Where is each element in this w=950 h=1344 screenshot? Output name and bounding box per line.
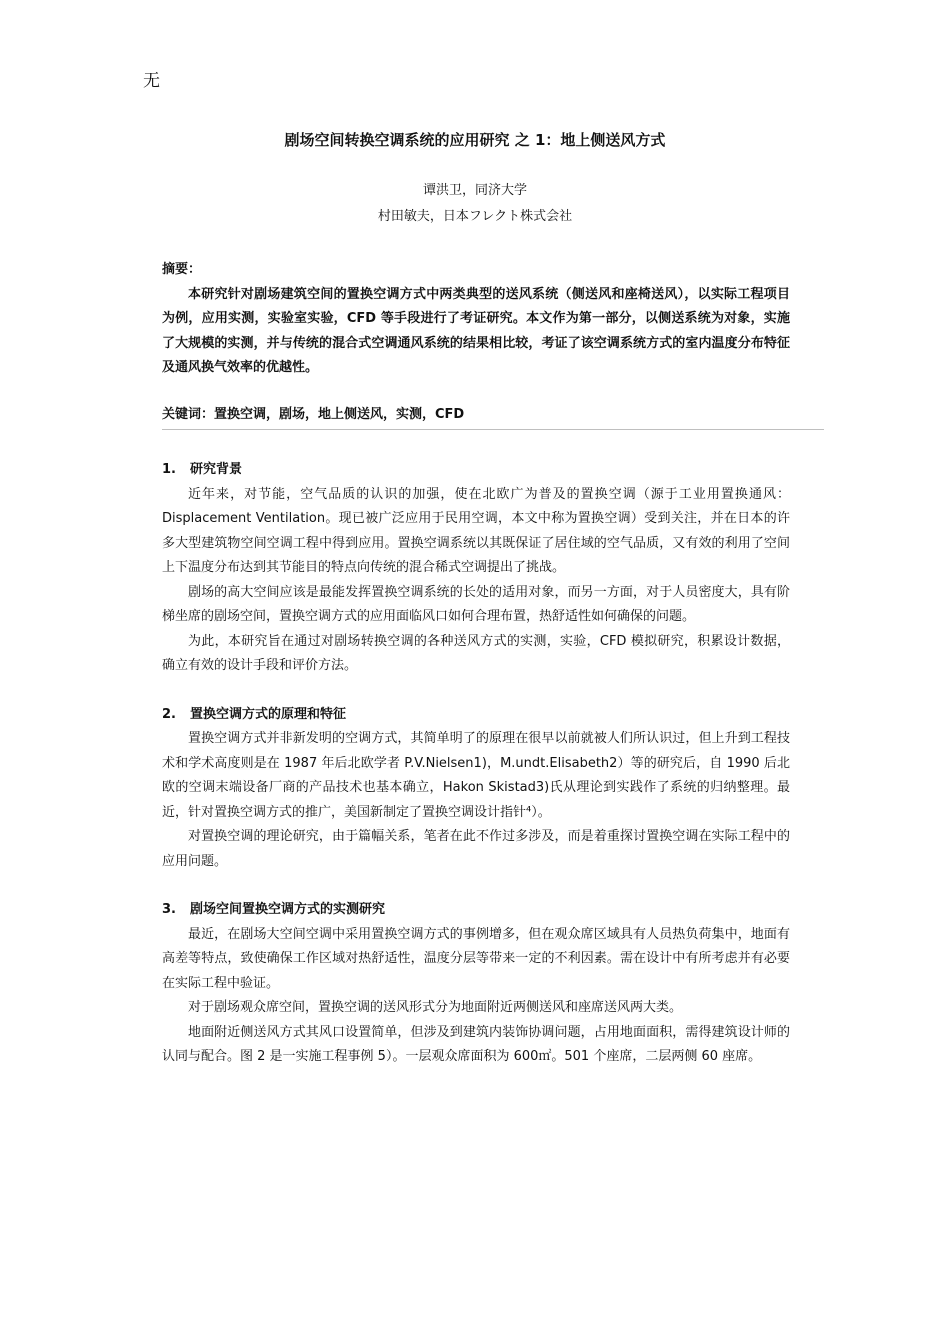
section-number: 1. <box>162 462 176 477</box>
section-heading <box>162 898 790 923</box>
page-title: 剧场空间转换空调系统的应用研究 之 1：地上侧送风方式 <box>284 131 666 149</box>
abstract-label: 摘要： <box>162 262 202 277</box>
section-number: 3. <box>162 902 176 917</box>
paragraph: 为此，本研究旨在通过对剧场转换空调的各种送风方式的实测，实验，CFD 模拟研究，积累设计数据，确立有效的设计手段和评价方法。 <box>162 633 790 673</box>
abstract-text: 本研究针对剧场建筑空间的置换空调方式中两类典型的送风系统（侧送风和座椅送风），以实际工程项目为例，应用实测，实验室实验，CFD 等手段进行了考证研究。本文作为第一部分，以侧送系统为对象，实施了大规模的实测，并与传统的混合式空调通风系统的结果相比较，考证了该空调系统方式的室内温度分布特征及通风换气效率的优越性。 <box>162 286 790 375</box>
keywords: 关键词：置换空调，剧场，地上侧送风，实测，CFD <box>162 406 465 422</box>
section-field-measurement <box>162 898 790 1070</box>
paragraph: 对置换空调的理论研究，由于篇幅关系，笔者在此不作过多涉及，而是着重探讨置换空调在实际工程中的应用问题。 <box>162 829 790 869</box>
divider <box>162 429 824 430</box>
section-research-background <box>162 458 790 679</box>
author-block <box>0 178 950 230</box>
section-heading <box>162 458 790 483</box>
paragraph: 最近，在剧场大空间空调中采用置换空调方式的事例增多，但在观众席区域具有人员热负荷集中，地面有高差等特点，致使确保工作区域对热舒适性，温度分层等带来一定的不利因素。需在设计中有所考虑并有必要在实际工程中验证。 <box>162 926 790 991</box>
paragraph: 对于剧场观众席空间，置换空调的送风形式分为地面附近两侧送风和座席送风两大类。 <box>188 1000 683 1015</box>
section-title: 剧场空间置换空调方式的实测研究 <box>190 902 386 917</box>
section-title: 研究背景 <box>190 462 243 477</box>
section-heading <box>162 703 790 728</box>
section-number: 2. <box>162 706 176 722</box>
section-title: 置换空调方式的原理和特征 <box>190 706 347 722</box>
paragraph: 剧场的高大空间应该是最能发挥置换空调系统的长处的适用对象，而另一方面，对于人员密度大，具有阶梯坐席的剧场空间，置换空调方式的应用面临风口如何合理布置，热舒适性如何确保的问题。 <box>162 584 790 624</box>
corner-mark: 无 <box>143 71 160 91</box>
paragraph: 置换空调方式并非新发明的空调方式，其简单明了的原理在很早以前就被人们所认识过，但上升到工程技术和学术高度则是在 1987 年后北欧学者 P.V.Nielsen1)，M.undt.Elisabeth2）等的研究后，自 1990 后北欧的空调末端设备厂商的产品技术也基本确立，Hakon Skistad3)氏从理论到实践作了系统的归纳整理。最近，针对置换空调方式的推广，美国新制定了置换空调设计指针⁴）。 <box>162 731 790 820</box>
paragraph: 地面附近侧送风方式其风口设置简单，但涉及到建筑内装饰协调问题，占用地面面积，需得建筑设计师的认同与配合。图 2 是一实施工程事例 5）。一层观众席面积为 600㎡。501 个座席，二层两侧 60 座席。 <box>162 1024 790 1064</box>
section-principles <box>162 703 790 875</box>
author-line: 村田敏夫，日本フレクト株式会社 <box>377 209 573 224</box>
paragraph: 近年来，对节能，空气品质的认识的加强，使在北欧广为普及的置换空调（源于工业用置换通风：Displacement Ventilation。现已被广泛应用于民用空调，本文中称为置换空调）受到关注，并在日本的许多大型建筑物空间空调工程中得到应用。置换空调系统以其既保证了居住域的空气品质，又有效的利用了空间上下温度分布达到其节能目的特点向传统的混合稀式空调提出了挑战。 <box>162 486 790 575</box>
author-line: 谭洪卫，同济大学 <box>422 183 527 198</box>
document-body <box>162 258 790 1070</box>
